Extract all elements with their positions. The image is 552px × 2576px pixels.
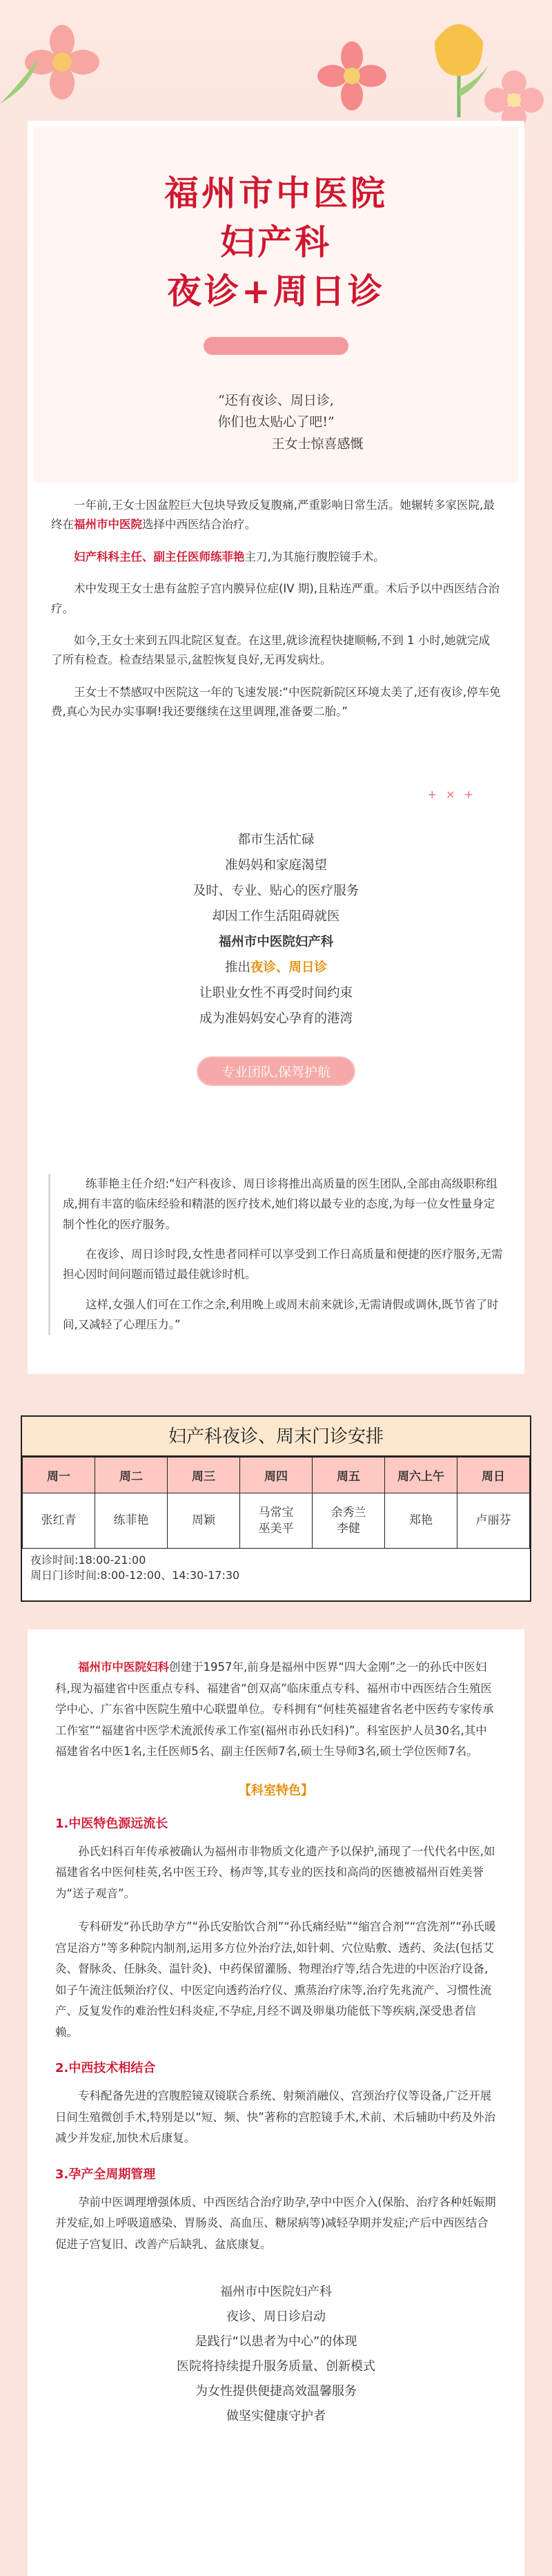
decorative-bar [204,337,348,355]
feature-paragraph: 专科配备先进的宫腹腔镜双镜联合系统、射频消融仪、宫颈治疗仪等设备,广泛开展日间生殖微创手术,特别是以“短、频、快”著称的宫腔镜手术,术前、术后辅助中药及外治减少并发症,加快术后康复。 [55,2089,496,2145]
table-header-cell: 周三 [168,1458,240,1493]
quote-line: 你们也太贴心了吧!” [217,414,335,430]
closing-block [55,2280,497,2429]
schedule-title: 妇产科夜诊、周末门诊安排 [22,1417,530,1457]
table-cell: 马常宝 巫美平 [240,1493,313,1549]
table-header-cell: 周一 [23,1458,95,1493]
table-header-cell: 周四 [240,1458,313,1493]
poem-section [28,808,524,1139]
weekend-hours: 周日门诊时间:8:00-12:00、14:30-17:30 [30,1569,240,1582]
page-subtitle: 妇产科 [220,222,332,262]
poem-line: 让职业女性不再受时间约束 [199,986,353,1000]
decorative-dots: + × + [427,788,476,801]
flower-decoration-icon [317,41,386,110]
closing-line: 是践行“以患者为中心”的体现 [195,2334,357,2350]
page-title: 福州市中医院 [164,173,388,213]
closing-line: 为女性提供便捷高效温馨服务 [195,2384,357,2399]
feature-paragraph: 孕前中医调理增强体质、中西医结合治疗助孕,孕中中医介入(保胎、治疗各种妊娠期并发症,如上呼吸道感染、胃肠炎、高血压、糖尿病等)减轻孕期并发症;产后中西医结合促进子宫复旧、改善产后缺乳、盆底康复。 [55,2195,496,2251]
table-row [23,1493,530,1549]
story-paragraph: 如今,王女士来到五四北院区复查。在这里,就诊流程快捷顺畅,不到 1 小时,她就完成了所有检查。检查结果显示,盆腔恢复良好,无再发病灶。 [51,633,490,667]
closing-line: 夜诊、周日诊启动 [226,2309,326,2325]
closing-line: 福州市中医院妇产科 [220,2285,332,2300]
hospital-section [28,1629,524,2576]
table-header-cell: 周日 [457,1458,530,1493]
table-header-cell: 周五 [313,1458,385,1493]
story-paragraph: 王女士不禁感叹中医院这一年的飞速发展:“中医院新院区环境太美了,还有夜诊,停车免费,真心为民办实事啊!我还要继续在这里调理,准备要二胎。” [51,685,501,718]
story-paragraph: 术中发现王女士患有盆腔子宫内膜异位症(IV 期),且粘连严重。术后予以中西医结合治疗。 [51,582,500,615]
poem-line-highlight: 福州市中医院妇产科 [218,935,334,949]
feature-paragraph: 专科研发“孙氏助孕方”“孙氏安胎饮合剂”“孙氏痛经贴”“缩宫合剂”“宫洗剂”“孙氏暖宫足浴方”等多种院内制剂,运用多方位外治疗法,如针刺、穴位贴敷、透药、灸法(包括艾灸、督脉灸、任脉灸、温针灸)、中药保留灌肠、物理治疗等,结合先进的中医治疗设备,如子午流注低频治疗仪、中医定向透药治疗仪、熏蒸治疗床等,治疗先兆流产、习惯性流产、反复发作的难治性妇科炎症,不孕症,月经不调及卵巢功能低下等疾病,深受患者信赖。 [55,1920,496,2039]
story-paragraph: 一年前,王女士因盆腔巨大包块导致反复腹痛,严重影响日常生活。她辗转多家医院,最终在福州市中医院选择中西医结合治疗。 [51,498,495,532]
hero [0,0,552,483]
schedule-grid [22,1457,530,1549]
table-cell: 卢丽芬 [457,1493,530,1549]
table-header-cell: 周二 [95,1458,168,1493]
intro-paragraph: 练菲艳主任介绍:“妇产科夜诊、周日诊将推出高质量的医生团队,全部由高级职称组成,拥有丰富的临床经验和精湛的医疗技术,她们将以最专业的态度,为每一位女性量身定制个性化的医疗服务。 [63,1177,497,1231]
schedule-table [21,1415,531,1602]
feature-paragraph: 孙氏妇科百年传承被确认为福州市非物质文化遗产予以保护,涌现了一代代名中医,如福建省名中医何桂英,名中医王玲、杨声等,其专业的医技和高尚的医德被福州百姓美誉为“送子观音”。 [55,1844,495,1900]
poem-line: 准妈妈和家庭渴望 [224,858,327,873]
closing-line: 做坚实健康守护者 [226,2409,326,2424]
section-heading-pill: 专业团队,保驾护航 [197,1056,355,1086]
table-header-cell: 周六上午 [385,1458,457,1493]
table-cell: 张红青 [23,1493,95,1549]
feature-heading: 3.孕产全周期管理 [55,2167,156,2182]
story-paragraph: 妇产科科主任、副主任医师练菲艳主刀,为其施行腹腔镜手术。 [74,550,385,563]
intro-section [28,1139,524,1374]
table-cell: 余秀兰 李健 [313,1493,385,1549]
feature-heading: 2.中西技术相结合 [55,2061,156,2076]
intro-paragraph: 这样,女强人们可在工作之余,利用晚上或周末前来就诊,无需请假或调休,既节省了时间,又减轻了心理压力。” [63,1297,499,1332]
features-title: 【科室特色】 [239,1783,313,1798]
page-subtitle: 夜诊+周日诊 [167,271,385,311]
closing-line: 医院将持续提升服务质量、创新模式 [177,2359,375,2374]
quote-line: “还有夜诊、周日诊, [218,393,334,408]
poem-line: 推出夜诊、周日诊 [224,960,328,975]
story-section [28,483,524,808]
title-block [0,169,552,355]
poem-line: 都市生活忙碌 [237,833,315,847]
schedule-times [22,1549,530,1588]
leaf-decoration-icon [0,55,41,110]
intro-quote-box [48,1174,504,1335]
quote-author: 王女士惊喜感慨 [271,436,364,452]
poem-line: 成为准妈妈安心孕育的港湾 [199,1011,353,1026]
poem-line: 却因工作生活阻碍就医 [212,909,340,924]
table-cell: 周颖 [168,1493,240,1549]
feature-heading: 1.中医特色源远流长 [55,1816,168,1831]
table-header-row [23,1458,530,1493]
night-hours: 夜诊时间:18:00-21:00 [30,1553,146,1567]
table-cell: 郑艳 [385,1493,457,1549]
table-cell: 练菲艳 [95,1493,168,1549]
poem-line: 及时、专业、贴心的医疗服务 [193,884,359,898]
hospital-paragraph: 福州市中医院妇科创建于1957年,前身是福州中医界“四大金刚”之一的孙氏中医妇科,现为福建省中医重点专科、福建省“创双高”临床重点专科、福州市中西医结合生殖医学中心、广东省中医院生殖中心联盟单位。专科拥有“何桂英福建省名老中医药专家传承工作室”“福建省中医学术流派传承工作室(福州市孙氏妇科)”。科室医护人员30名,其中福建省名中医1名,主任医师5名、副主任医师7名,硕士生导师3名,硕士学位医师7名。 [55,1660,494,1759]
quote-block [0,390,552,455]
intro-paragraph: 在夜诊、周日诊时段,女性患者同样可以享受到工作日高质量和便捷的医疗服务,无需担心因时间问题而错过最佳就诊时机。 [63,1248,503,1281]
